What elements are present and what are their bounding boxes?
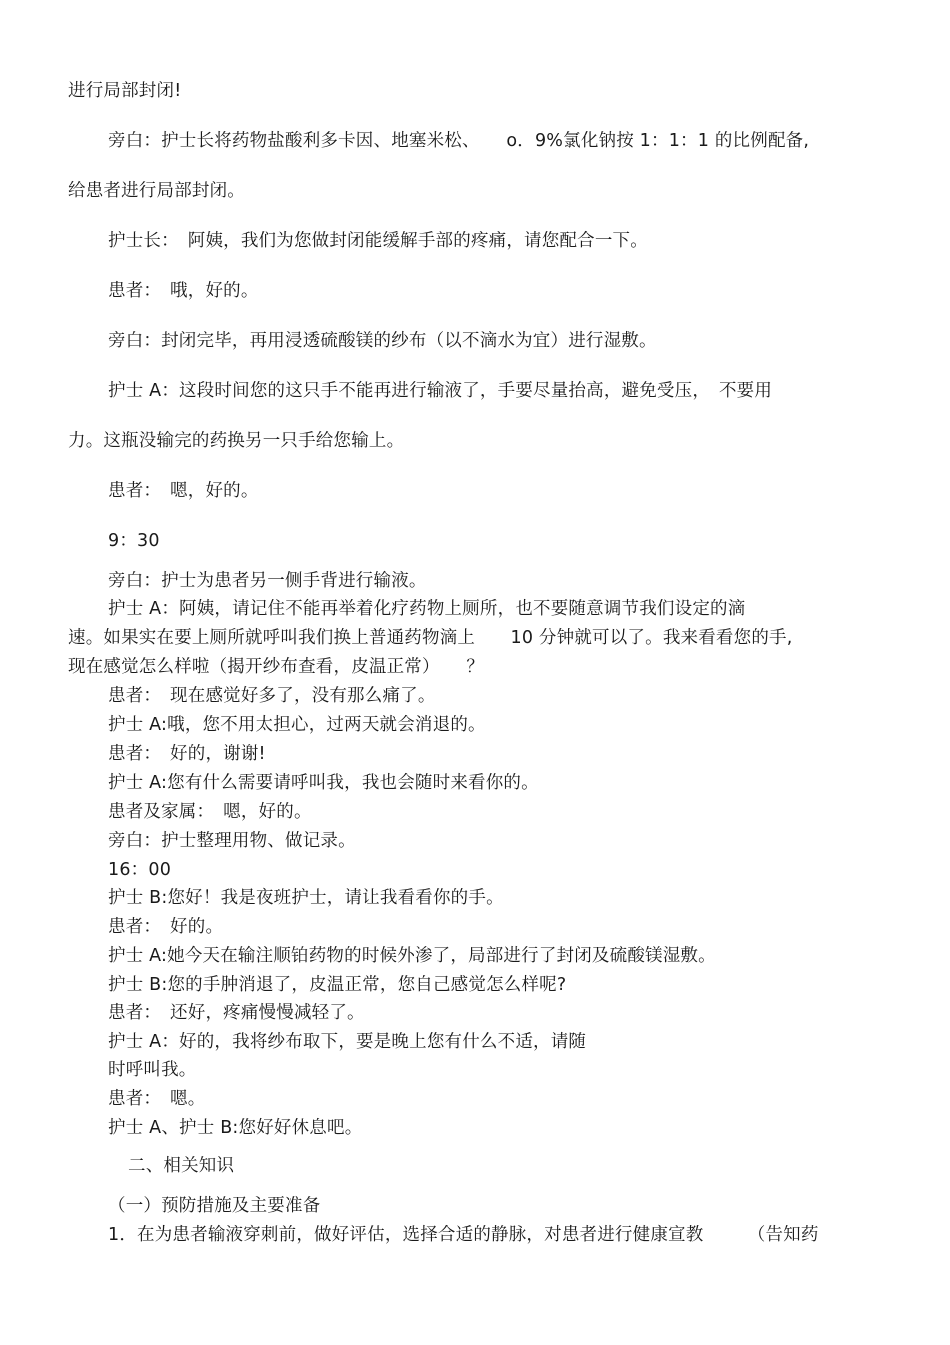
text-line: 时呼叫我。 xyxy=(108,1060,197,1080)
text-line: 护士 A：好的，我将纱布取下，要是晚上您有什么不适，请随 xyxy=(108,1032,587,1052)
time-stamp: 16：00 xyxy=(108,860,172,880)
text-line: 护士 B:您的手肿消退了，皮温正常，您自己感觉怎么样呢? xyxy=(108,975,567,995)
text-line: 速。如果实在要上厕所就呼叫我们换上普通药物滴上 10 分钟就可以了。我来看看您的手, xyxy=(68,628,793,648)
section-heading: 二、相关知识 xyxy=(128,1156,235,1176)
text-line: 患者： 嗯，好的。 xyxy=(108,481,259,501)
time-stamp: 9：30 xyxy=(108,531,160,551)
text-line: 旁白：封闭完毕，再用浸透硫酸镁的纱布（以不滴水为宜）进行湿敷。 xyxy=(108,331,657,351)
text-line: 护士 A：这段时间您的这只手不能再进行输液了，手要尽量抬高，避免受压， 不要用 xyxy=(108,381,773,401)
text-line: 旁白：护士长将药物盐酸利多卡因、地塞米松、 o．9%氯化钠按 1：1：1 的比例配备, xyxy=(108,131,810,151)
text-line: 患者： 哦，好的。 xyxy=(108,281,259,301)
subsection-heading: （一）预防措施及主要准备 xyxy=(108,1196,321,1216)
text-line: 护士 A:哦，您不用太担心，过两天就会消退的。 xyxy=(108,715,486,735)
text-line: 力。这瓶没输完的药换另一只手给您输上。 xyxy=(68,431,405,451)
text-line: 给患者进行局部封闭。 xyxy=(68,181,245,201)
text-line: 现在感觉怎么样啦（揭开纱布查看，皮温正常） ？ xyxy=(68,657,485,677)
text-line: 患者： 好的，谢谢! xyxy=(108,744,266,764)
text-line: 患者： 嗯。 xyxy=(108,1089,206,1109)
text-line: 护士 A、护士 B:您好好休息吧。 xyxy=(108,1118,363,1138)
text-line: 1．在为患者输液穿刺前，做好评估，选择合适的静脉，对患者进行健康宣教 （告知药 xyxy=(108,1225,819,1245)
text-line: 旁白：护士整理用物、做记录。 xyxy=(108,831,356,851)
text-line: 患者： 现在感觉好多了，没有那么痛了。 xyxy=(108,686,436,706)
text-line: 护士 A:她今天在输注顺铂药物的时候外渗了，局部进行了封闭及硫酸镁湿敷。 xyxy=(108,946,716,966)
text-line: 患者及家属： 嗯，好的。 xyxy=(108,802,312,822)
text-line: 旁白：护士为患者另一侧手背进行输液。 xyxy=(108,571,427,591)
text-line: 进行局部封闭! xyxy=(68,81,182,101)
text-line: 护士长： 阿姨，我们为您做封闭能缓解手部的疼痛，请您配合一下。 xyxy=(108,231,648,251)
text-line: 护士 A：阿姨，请记住不能再举着化疗药物上厕所，也不要随意调节我们设定的滴 xyxy=(108,599,746,619)
text-line: 患者： 还好，疼痛慢慢减轻了。 xyxy=(108,1003,365,1023)
text-line: 护士 A:您有什么需要请呼叫我，我也会随时来看你的。 xyxy=(108,773,539,793)
text-line: 患者： 好的。 xyxy=(108,917,224,937)
text-line: 护士 B:您好！我是夜班护士，请让我看看你的手。 xyxy=(108,888,504,908)
